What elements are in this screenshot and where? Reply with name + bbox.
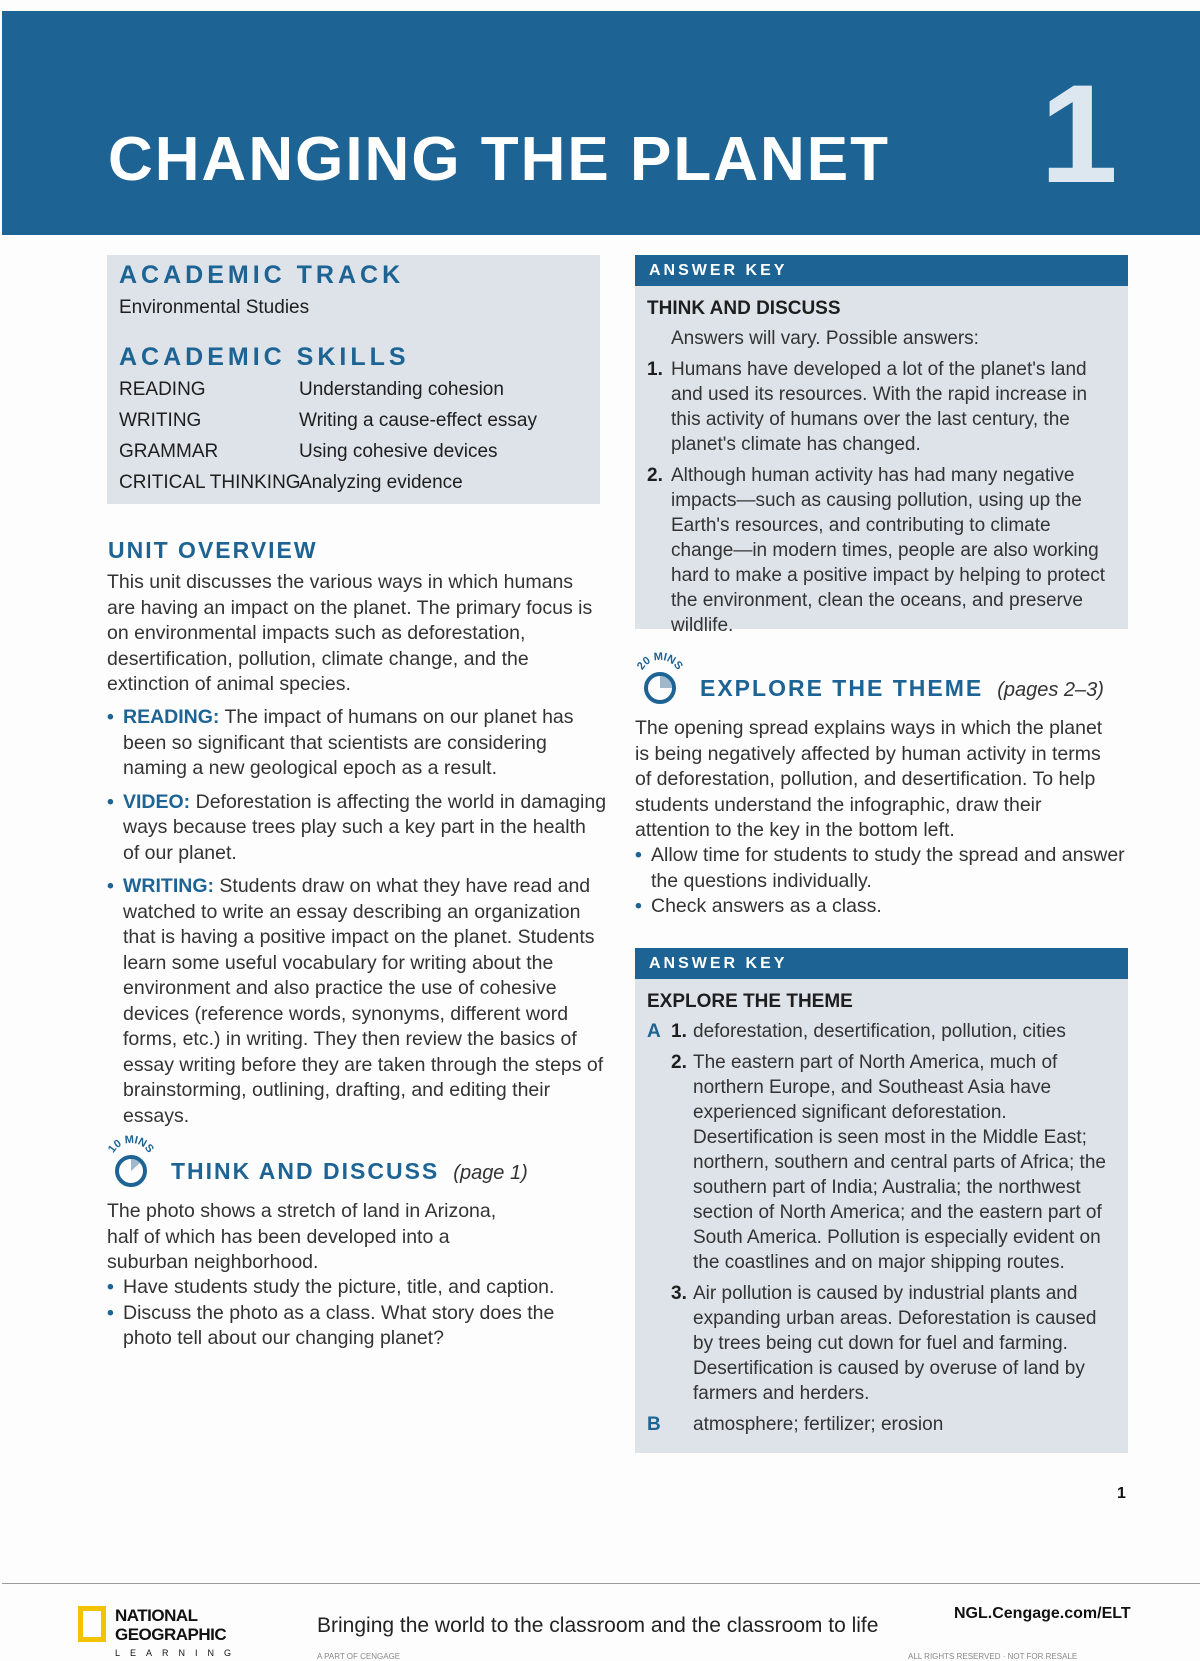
brand-line-1: NATIONAL [115, 1606, 198, 1625]
answer-key-list [635, 357, 1110, 638]
answer-key-title: THINK AND DISCUSS [647, 298, 841, 319]
explore-theme-title: EXPLORE THE THEME [700, 675, 984, 701]
timer-10-mins-icon [103, 1135, 159, 1191]
unit-overview-bullets [107, 705, 607, 1137]
think-discuss-page-ref: (page 1) [453, 1162, 528, 1184]
answer-key-intro: Answers will vary. Possible answers: [671, 328, 979, 349]
answer-key-title: EXPLORE THE THEME [647, 991, 853, 1012]
explore-theme-page-ref: (pages 2–3) [997, 679, 1104, 701]
brand-name [115, 1606, 226, 1644]
timer-20-mins-icon [632, 652, 688, 708]
bullet-text: Students draw on what they have read and watched to write an essay describing an organization that is having a positive impact on the planet. Students learn some useful vocabulary for writing about the environment and also practice the use of cohesive devices (reference words, synonyms, different word forms, etc.) in writing. They then review the basics of essay writing before they are taken through the steps of brainstorming, outlining, drafting, and editing their essays. [123, 875, 604, 1127]
answer-key-bar: ANSWER KEY [635, 948, 1128, 979]
bullet-label: VIDEO: [123, 790, 191, 813]
skill-value: Using cohesive devices [299, 441, 498, 462]
item-number: 3. [671, 1283, 687, 1304]
timer-label: 20 MINS [634, 652, 685, 673]
answer-key-bar: ANSWER KEY [635, 255, 1128, 286]
item-text: deforestation, desertification, pollution, cities [693, 1021, 1066, 1042]
skill-value: Understanding cohesion [299, 379, 504, 400]
brand-line-2: GEOGRAPHIC [115, 1625, 227, 1644]
page-number: 1 [1117, 1485, 1126, 1502]
think-discuss-title: THINK AND DISCUSS [171, 1158, 440, 1184]
svg-text:10 MINS [106, 1135, 156, 1155]
section-letter: B [647, 1414, 661, 1435]
unit-title: CHANGING THE PLANET [108, 125, 890, 194]
unit-number: 1 [1040, 55, 1118, 212]
skill-name: READING [119, 379, 206, 400]
brand-subline: LEARNING [115, 1648, 242, 1658]
skill-name: CRITICAL THINKING [119, 472, 301, 493]
item-number: 2. [671, 1052, 687, 1073]
svg-text:20 MINS [635, 652, 685, 672]
think-discuss-bullets [107, 1275, 604, 1352]
answer-key-explore-theme [635, 948, 1128, 1453]
skill-name: GRAMMAR [119, 441, 219, 462]
skill-row [119, 410, 537, 432]
bullet-label: WRITING: [123, 875, 214, 897]
list-item [107, 874, 607, 1129]
list-item [635, 463, 1110, 638]
list-item: • Have students study the picture, title, and caption. [107, 1275, 604, 1301]
unit-overview-heading: UNIT OVERVIEW [108, 537, 318, 563]
item-text: Air pollution is caused by industrial plants and expanding urban areas. Deforestation is caused by trees being cut down for fuel and farming. Desertification is caused by overuse of land by farmers and herders. [693, 1283, 1097, 1404]
footer-tagline: Bringing the world to the classroom and the classroom to life [317, 1614, 879, 1637]
academic-track-value: Environmental Studies [119, 297, 310, 318]
bullet-text: Deforestation is affecting the world in damaging ways because trees play such a key part in the health of our planet. [123, 790, 607, 864]
answer-key-list [635, 1019, 1115, 1437]
skill-name: WRITING [119, 410, 202, 431]
think-discuss-text: The photo shows a stretch of land in Arizona, half of which has been developed into a suburban neighborhood. [107, 1200, 497, 1273]
list-item [635, 1019, 1115, 1044]
academic-track-box [107, 255, 600, 504]
list-item [107, 705, 607, 782]
academic-track-heading: ACADEMIC TRACK [119, 261, 405, 289]
item-number: 2. [647, 465, 663, 486]
item-text: Humans have developed a lot of the planet's land and used its resources. With the rapid increase in this activity of humans over the last century, the planet's climate has changed. [671, 359, 1088, 455]
explore-theme-heading [700, 675, 1104, 702]
skill-row [119, 441, 498, 463]
footer-fine-print-left: A PART OF CENGAGE [317, 1652, 401, 1661]
answer-key-think-discuss [635, 255, 1128, 636]
header-band [2, 11, 1200, 235]
timer-label: 10 MINS [105, 1135, 156, 1156]
academic-skills-heading: ACADEMIC SKILLS [119, 343, 410, 371]
explore-theme-text: The opening spread explains ways in which the planet is being negatively affected by human activity in terms of deforestation, pollution, and desertification. To help students understand the infographic, draw their attention to the key in the bottom left. [635, 717, 1103, 841]
skill-value: Analyzing evidence [299, 472, 463, 493]
footer-url[interactable]: NGL.Cengage.com/ELT [954, 1605, 1131, 1622]
item-text: The eastern part of North America, much of northern Europe, and Southeast Asia have experienced significant deforestation. Desertification is seen most in the Middle East; northern, southern and central parts of Africa; the southern part of India; Australia; the northwest section of North America; and the eastern part of South America. Pollution is especially evident on the coastlines and on major shipping routes. [693, 1052, 1106, 1273]
unit-overview-intro: This unit discusses the various ways in which humans are having an impact on the planet. The primary focus is on environmental impacts such as deforestation, desertification, pollution, climate change, and the extinction of animal species. [107, 571, 593, 695]
list-item: • Discuss the photo as a class. What story does the photo tell about our changing planet? [107, 1301, 604, 1352]
item-number: 1. [647, 359, 663, 380]
list-item: • Check answers as a class. [635, 894, 1135, 920]
list-item [635, 1281, 1115, 1406]
item-number: 1. [671, 1021, 687, 1042]
bullet-label: READING: [123, 706, 220, 728]
bullet-text: The impact of humans on our planet has been so significant that scientists are considering naming a new geological epoch as a result. [123, 706, 574, 779]
section-letter: A [647, 1021, 661, 1042]
list-item [635, 357, 1110, 457]
list-item [107, 790, 607, 867]
footer-divider [2, 1583, 1200, 1584]
list-item: • Allow time for students to study the spread and answer the questions individually. [635, 843, 1135, 894]
think-discuss-heading [171, 1158, 528, 1185]
list-item [635, 1050, 1115, 1275]
explore-theme-bullets [635, 843, 1135, 920]
item-text: Although human activity has had many negative impacts—such as causing pollution, using up the Earth's resources, and contributing to climate change—in modern times, people are also working hard to make a positive impact by helping to protect the environment, clean the oceans, and preserve wildlife. [671, 465, 1106, 636]
skill-row [119, 379, 504, 401]
national-geographic-logo-icon [78, 1606, 106, 1642]
skill-value: Writing a cause-effect essay [299, 410, 537, 431]
list-item [635, 1412, 1115, 1437]
footer-fine-print-right: ALL RIGHTS RESERVED · NOT FOR RESALE [908, 1652, 1078, 1661]
item-text: atmosphere; fertilizer; erosion [693, 1414, 944, 1435]
skill-row [119, 472, 463, 494]
